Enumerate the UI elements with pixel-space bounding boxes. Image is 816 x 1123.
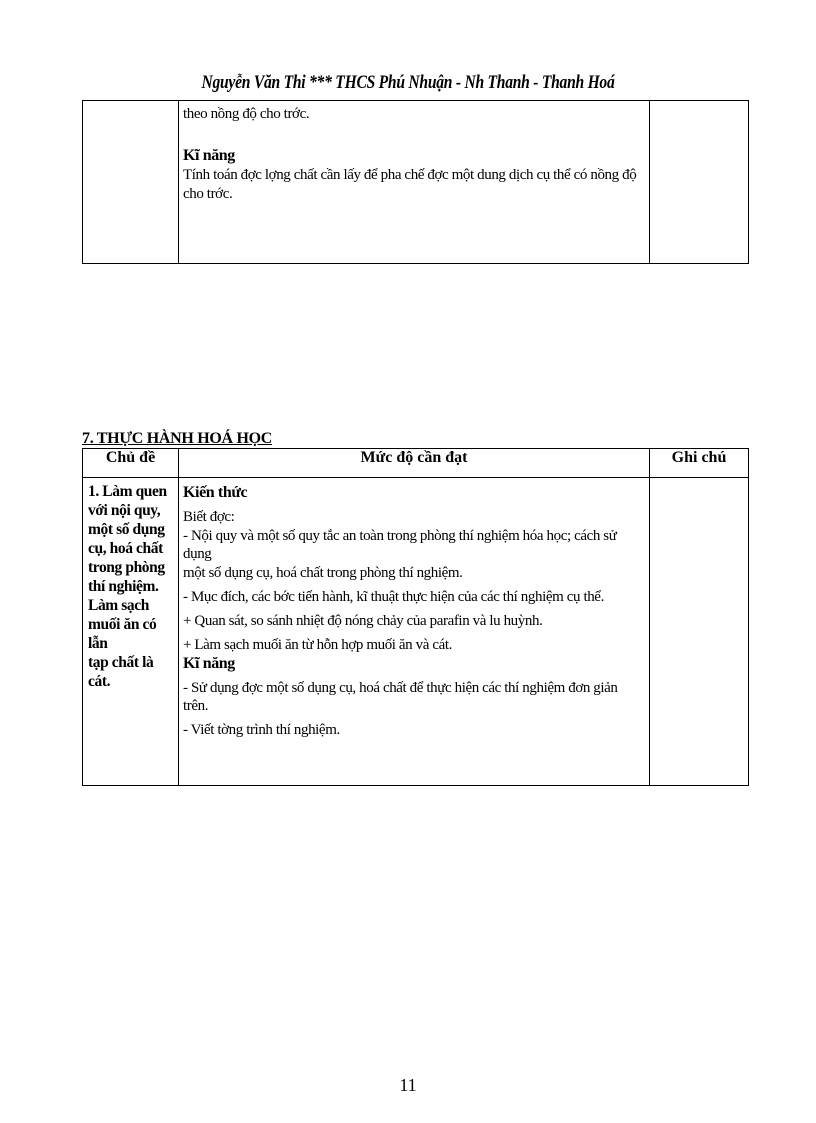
table-row — [83, 478, 749, 786]
skill-item: - Viết tờng trình thí nghiệm. — [183, 722, 340, 738]
column-header-requirement: Mức độ cần đạt — [179, 449, 650, 478]
requirement-cell — [179, 478, 650, 786]
topic-line: 1. Làm quen — [88, 483, 167, 500]
skill-heading: Kĩ năng — [183, 655, 235, 672]
skill-text: cho trớc. — [183, 186, 233, 202]
topic-cell-empty — [83, 101, 179, 264]
knowledge-intro: Biết đợc: — [183, 509, 235, 525]
topic-line: Làm sạch — [88, 597, 149, 614]
knowledge-item: + Quan sát, so sánh nhiệt độ nóng chảy của parafin và lu huỳnh. — [183, 613, 543, 629]
page-number: 11 — [399, 1075, 417, 1095]
topic-line: thí nghiệm. — [88, 578, 159, 595]
requirements-table-continued — [82, 100, 749, 264]
skill-heading: Kĩ năng — [183, 147, 235, 164]
table-row — [83, 101, 749, 264]
topic-cell — [83, 478, 179, 786]
knowledge-item: - Mục đích, các bớc tiến hành, kĩ thuật thực hiện của các thí nghiệm cụ thể. — [183, 589, 604, 605]
skill-text: Tính toán đợc lợng chất cần lấy để pha chế đợc một dung dịch cụ thể có nồng độ — [183, 167, 637, 183]
topic-line: tạp chất là cát. — [88, 654, 154, 690]
note-cell-empty — [650, 478, 749, 786]
knowledge-item: - Nội quy và một số quy tắc an toàn trong phòng thí nghiệm hóa học; cách sử dụng — [183, 528, 617, 562]
knowledge-item: một số dụng cụ, hoá chất trong phòng thí nghiệm. — [183, 565, 463, 581]
column-header-note: Ghi chú — [650, 449, 749, 478]
topic-line: một số dụng — [88, 521, 165, 538]
note-cell-empty — [650, 101, 749, 264]
column-header-topic: Chủ đề — [83, 449, 179, 478]
requirement-cell — [179, 101, 650, 264]
topic-line: muối ăn có lẫn — [88, 616, 157, 652]
topic-line: cụ, hoá chất — [88, 540, 163, 557]
page-header: Nguyễn Văn Thi *** THCS Phú Nhuận - Nh Thanh - Thanh Hoá — [201, 72, 615, 93]
topic-line: với nội quy, — [88, 502, 161, 519]
knowledge-heading: Kiến thức — [183, 484, 248, 501]
practice-requirements-table — [82, 448, 749, 786]
knowledge-item: + Làm sạch muối ăn từ hỗn hợp muối ăn và cát. — [183, 637, 452, 653]
skill-item: - Sử dụng đợc một số dụng cụ, hoá chất để thực hiện các thí nghiệm đơn giản trên. — [183, 680, 618, 714]
topic-line: trong phòng — [88, 559, 165, 576]
requirement-text: theo nồng độ cho trớc. — [183, 106, 310, 122]
section-title: 7. THỰC HÀNH HOÁ HỌC — [82, 430, 273, 447]
table-header-row — [83, 449, 749, 478]
